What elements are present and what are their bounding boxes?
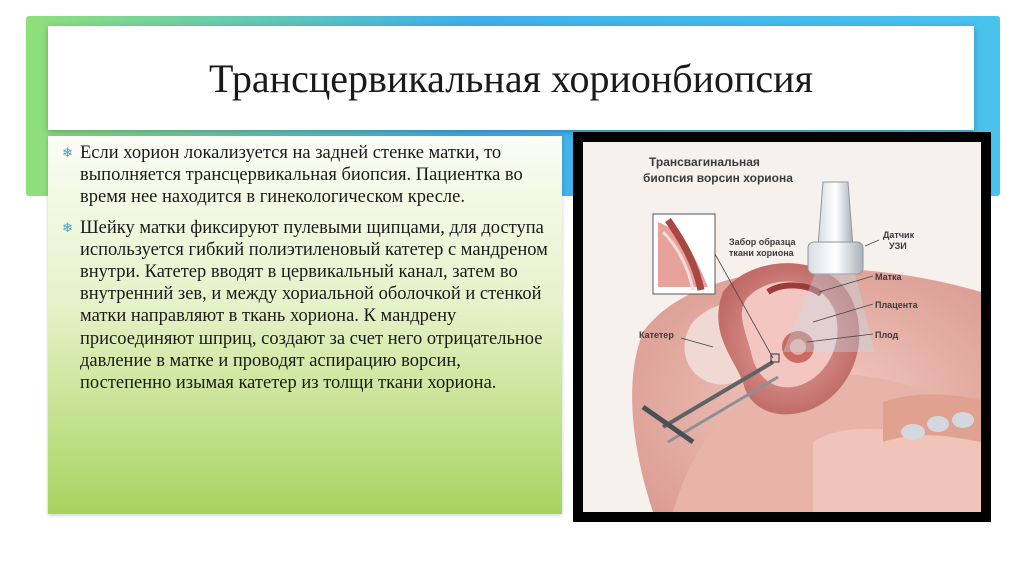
bullet-text: Шейку матки фиксируют пулевыми щипцами, для доступа используется гибкий полиэтиленовый катетер с мандреном внутри. Катетер вводят в цервикальный канал, затем во внутренний зев, и между хориальной оболочкой и стенкой матки направляют в ткань хориона. К мандрену присоединяют шприц, создают за счет него отрицательное давление в матке и проводят аспирацию ворсин, постепенно изымая катетер из толщи ткани хориона. xyxy=(80,217,548,394)
figure-title-line1: Трансвагинальная xyxy=(649,155,760,169)
bullet-text: Если хорион локализуется на задней стенке матки, то выполняется трансцервикальная биопсия. Пациентка во время нее находится в гинекологическом кресле. xyxy=(80,143,523,208)
title-box xyxy=(48,26,974,130)
illustration-frame xyxy=(573,132,991,522)
snowflake-bullet-icon: ❄ xyxy=(62,219,73,235)
bullet-item xyxy=(58,142,552,209)
slide-title: Трансцервикальная хорионбиопсия xyxy=(209,55,813,101)
label-probe-line1: Датчик xyxy=(883,230,915,240)
text-panel xyxy=(48,136,562,514)
label-sample-line1: Забор образца xyxy=(729,237,796,247)
bullet-list xyxy=(48,136,562,394)
label-fetus: Плод xyxy=(875,330,899,340)
figure-title-line2: биопсия ворсин хориона xyxy=(643,171,793,185)
snowflake-bullet-icon: ❄ xyxy=(62,145,73,160)
label-sample-line2: ткани хориона xyxy=(729,248,794,258)
label-placenta: Плацента xyxy=(875,300,918,310)
bullet-item xyxy=(58,217,552,395)
label-probe-line2: УЗИ xyxy=(889,241,907,251)
label-uterus: Матка xyxy=(875,272,902,282)
anatomy-illustration xyxy=(583,142,981,512)
illustration xyxy=(583,142,981,512)
label-catheter: Катетер xyxy=(639,330,674,340)
